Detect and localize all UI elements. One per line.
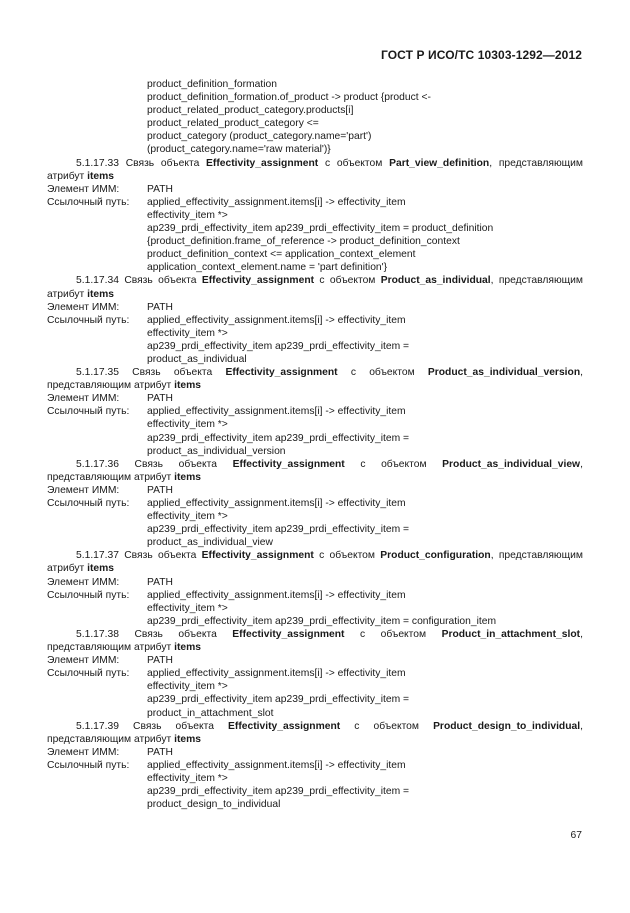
continuation-line: product_definition_formation.of_product -> product {product <- xyxy=(147,92,431,104)
section-heading xyxy=(47,549,583,575)
path-line: effectivity_item *> xyxy=(147,511,228,523)
path-row xyxy=(47,759,583,772)
path-label-spacer xyxy=(47,432,147,445)
section-number: 5.1.17.36 xyxy=(76,458,119,470)
path-label: Ссылочный путь: xyxy=(47,589,130,601)
element-row xyxy=(47,183,583,196)
section-number: 5.1.17.35 xyxy=(76,367,119,379)
path-row xyxy=(47,693,583,706)
path-line: ap239_prdi_effectivity_item ap239_prdi_effectivity_item = xyxy=(147,340,410,352)
path-line: applied_effectivity_assignment.items[i] -> effectivity_item xyxy=(147,314,406,326)
path-line: product_as_individual_view xyxy=(147,537,273,549)
path-row xyxy=(47,235,583,248)
path-line: applied_effectivity_assignment.items[i] -> effectivity_item xyxy=(147,196,406,208)
attribute-name: items xyxy=(87,563,115,575)
heading-text: , представляющим атрибут xyxy=(47,458,583,483)
path-row xyxy=(47,497,583,510)
heading-text: , представляющим атрибут xyxy=(47,367,583,392)
section-number: 5.1.17.39 xyxy=(76,720,119,732)
entity-name: Effectivity_assignment xyxy=(201,550,314,562)
element-value: PATH xyxy=(147,393,173,405)
element-label: Элемент ИММ: xyxy=(47,183,120,195)
section-block xyxy=(47,720,583,812)
path-label-spacer xyxy=(47,327,147,340)
path-line: application_context_element.name = 'part definition'} xyxy=(147,262,388,274)
heading-text: с объектом xyxy=(324,157,383,169)
path-label-spacer xyxy=(47,209,147,222)
section-number: 5.1.17.34 xyxy=(76,275,119,287)
entity-name: Effectivity_assignment xyxy=(228,720,341,732)
path-row xyxy=(47,772,583,785)
attribute-name: items xyxy=(174,733,202,745)
continuation-line: product_category (product_category.name='part') xyxy=(147,131,372,143)
section-heading xyxy=(47,274,583,300)
element-value: PATH xyxy=(147,484,173,496)
page-number: 67 xyxy=(570,830,582,841)
document-body xyxy=(47,78,583,811)
path-line: product_as_individual xyxy=(147,353,247,365)
section-heading xyxy=(47,366,583,392)
path-label: Ссылочный путь: xyxy=(47,498,130,509)
path-row xyxy=(47,445,583,458)
path-row xyxy=(47,261,583,274)
path-row xyxy=(47,536,583,549)
heading-text: Связь объекта xyxy=(124,550,197,562)
path-row xyxy=(47,523,583,536)
path-label-spacer xyxy=(47,772,147,785)
path-label-spacer xyxy=(47,602,147,615)
attribute-name: items xyxy=(174,642,202,654)
element-label: Элемент ИММ: xyxy=(47,576,120,588)
path-label-spacer xyxy=(47,222,147,235)
path-line: product_in_attachment_slot xyxy=(147,707,274,719)
path-label: Ссылочный путь: xyxy=(47,759,130,771)
continuation-line: (product_category.name='raw material')} xyxy=(147,144,331,156)
path-line: applied_effectivity_assignment.items[i] -> effectivity_item xyxy=(147,498,406,509)
heading-text: , представляющим атрибут xyxy=(47,275,583,300)
heading-text: , представляющим атрибут xyxy=(47,550,583,575)
path-label-spacer xyxy=(47,785,147,798)
path-label: Ссылочный путь: xyxy=(47,668,130,680)
path-line: ap239_prdi_effectivity_item ap239_prdi_effectivity_item = xyxy=(147,524,410,536)
path-line: effectivity_item *> xyxy=(147,602,228,614)
path-line: ap239_prdi_effectivity_item ap239_prdi_effectivity_item = xyxy=(147,432,410,444)
element-value: PATH xyxy=(147,301,173,313)
path-label-spacer xyxy=(47,261,147,274)
path-label: Ссылочный путь: xyxy=(47,406,130,418)
element-value: PATH xyxy=(147,655,173,667)
entity-name: Effectivity_assignment xyxy=(206,157,319,169)
path-line: product_design_to_individual xyxy=(147,799,281,811)
path-line: ap239_prdi_effectivity_item ap239_prdi_effectivity_item = configuration_item xyxy=(147,615,497,627)
continuation-line: product_definition_formation xyxy=(147,79,277,90)
heading-text: с объектом xyxy=(360,458,427,470)
continuation-line: product_related_product_category <= xyxy=(147,118,319,130)
heading-text: Связь объекта xyxy=(125,157,200,169)
path-row xyxy=(47,707,583,720)
element-label: Элемент ИММ: xyxy=(47,746,120,758)
section-number: 5.1.17.33 xyxy=(76,157,119,169)
section-block xyxy=(47,157,583,275)
path-label-spacer xyxy=(47,523,147,536)
path-row xyxy=(47,667,583,680)
heading-text: Связь объекта xyxy=(132,367,213,379)
path-line: effectivity_item *> xyxy=(147,772,228,784)
path-label-spacer xyxy=(47,235,147,248)
document-standard-header: ГОСТ Р ИСО/ТС 10303-1292—2012 xyxy=(381,48,582,62)
heading-text: Связь объекта xyxy=(134,458,217,470)
path-label: Ссылочный путь: xyxy=(47,196,130,208)
heading-text: с объектом xyxy=(354,720,419,732)
path-line: effectivity_item *> xyxy=(147,681,228,693)
path-row xyxy=(47,196,583,209)
target-entity-name: Part_view_definition xyxy=(389,157,490,169)
attribute-name: items xyxy=(174,380,202,392)
path-line: ap239_prdi_effectivity_item ap239_prdi_effectivity_item = xyxy=(147,694,410,706)
path-line: ap239_prdi_effectivity_item ap239_prdi_effectivity_item = product_definition xyxy=(147,223,494,235)
element-label: Элемент ИММ: xyxy=(47,393,120,405)
path-label-spacer xyxy=(47,510,147,523)
path-row xyxy=(47,432,583,445)
path-line: {product_definition.frame_of_reference -> product_definition_context xyxy=(147,236,460,248)
path-row xyxy=(47,615,583,628)
section-block xyxy=(47,458,583,550)
path-row xyxy=(47,510,583,523)
path-label-spacer xyxy=(47,248,147,261)
path-label-spacer xyxy=(47,707,147,720)
element-label: Элемент ИММ: xyxy=(47,655,120,667)
section-block xyxy=(47,366,583,458)
attribute-name: items xyxy=(174,471,202,483)
path-label-spacer xyxy=(47,418,147,431)
path-row xyxy=(47,314,583,327)
attribute-name: items xyxy=(87,288,115,300)
target-entity-name: Product_design_to_individual xyxy=(433,720,581,732)
heading-text: , представляющим атрибут xyxy=(47,157,583,182)
element-value: PATH xyxy=(147,576,173,588)
section-number: 5.1.17.38 xyxy=(76,628,119,640)
path-label-spacer xyxy=(47,536,147,549)
path-label-spacer xyxy=(47,615,147,628)
element-label: Элемент ИММ: xyxy=(47,301,120,313)
element-value: PATH xyxy=(147,746,173,758)
section-heading xyxy=(47,458,583,484)
heading-text: Связь объекта xyxy=(134,628,217,640)
heading-text: с объектом xyxy=(319,275,376,287)
path-line: applied_effectivity_assignment.items[i] -> effectivity_item xyxy=(147,406,406,418)
path-line: applied_effectivity_assignment.items[i] -> effectivity_item xyxy=(147,589,406,601)
entity-name: Effectivity_assignment xyxy=(225,367,338,379)
path-row xyxy=(47,222,583,235)
target-entity-name: Product_configuration xyxy=(380,550,491,562)
section-block xyxy=(47,549,583,628)
path-row xyxy=(47,248,583,261)
path-line: effectivity_item *> xyxy=(147,419,228,431)
target-entity-name: Product_as_individual_view xyxy=(442,458,581,470)
path-row xyxy=(47,405,583,418)
section-block xyxy=(47,628,583,720)
continuation-line: product_related_product_category.products[i] xyxy=(147,105,354,117)
target-entity-name: Product_in_attachment_slot xyxy=(441,628,581,640)
entity-name: Effectivity_assignment xyxy=(201,275,315,287)
path-row xyxy=(47,353,583,366)
heading-text: с объектом xyxy=(350,367,415,379)
section-number: 5.1.17.37 xyxy=(76,550,119,562)
path-row xyxy=(47,340,583,353)
path-line: effectivity_item *> xyxy=(147,327,228,339)
element-row xyxy=(47,746,583,759)
path-line: product_definition_context <= application_context_element xyxy=(147,249,416,261)
attribute-name: items xyxy=(87,170,115,182)
path-line: product_as_individual_version xyxy=(147,445,286,457)
heading-text: Связь объекта xyxy=(133,720,214,732)
section-heading xyxy=(47,720,583,746)
path-line: ap239_prdi_effectivity_item ap239_prdi_effectivity_item = xyxy=(147,786,410,798)
entity-name: Effectivity_assignment xyxy=(232,628,345,640)
path-label-spacer xyxy=(47,798,147,811)
heading-text: , представляющим атрибут xyxy=(47,628,583,654)
element-row xyxy=(47,654,583,667)
section-block xyxy=(47,274,583,366)
path-row xyxy=(47,209,583,222)
path-row xyxy=(47,602,583,615)
path-label-spacer xyxy=(47,340,147,353)
heading-text: Связь объекта xyxy=(124,275,197,287)
section-heading xyxy=(47,628,583,654)
path-label-spacer xyxy=(47,445,147,458)
section-heading xyxy=(47,157,583,183)
path-row xyxy=(47,798,583,811)
path-line: effectivity_item *> xyxy=(147,209,228,221)
path-row xyxy=(47,680,583,693)
entity-name: Effectivity_assignment xyxy=(232,458,345,470)
heading-text: с объектом xyxy=(359,628,427,640)
path-row xyxy=(47,327,583,340)
heading-text: с объектом xyxy=(319,550,375,562)
element-row xyxy=(47,576,583,589)
target-entity-name: Product_as_individual xyxy=(380,275,491,287)
target-entity-name: Product_as_individual_version xyxy=(427,367,581,379)
path-label-spacer xyxy=(47,693,147,706)
heading-text: , представляющим атрибут xyxy=(47,720,583,745)
element-row xyxy=(47,301,583,314)
path-label-spacer xyxy=(47,353,147,366)
path-row xyxy=(47,418,583,431)
element-row xyxy=(47,484,583,497)
sections-list xyxy=(47,157,583,812)
path-line: applied_effectivity_assignment.items[i] -> effectivity_item xyxy=(147,759,406,771)
element-row xyxy=(47,392,583,405)
path-label: Ссылочный путь: xyxy=(47,314,130,326)
path-line: applied_effectivity_assignment.items[i] -> effectivity_item xyxy=(147,668,406,680)
element-label: Элемент ИММ: xyxy=(47,484,120,496)
path-label-spacer xyxy=(47,680,147,693)
element-value: PATH xyxy=(147,183,173,195)
path-row xyxy=(47,785,583,798)
path-row xyxy=(47,589,583,602)
